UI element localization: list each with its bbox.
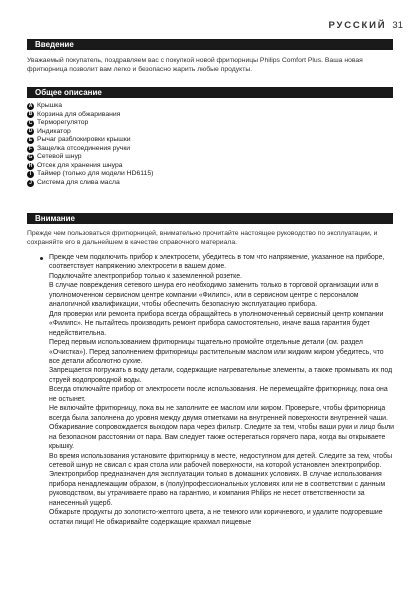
warning-paragraph: Для проверки или ремонта прибора всегда обращайтесь в уполномоченный сервисный центр компании «Филипс». Не пытайтесь производить ремонт прибора самостоятельно, иначе ваша гарантия будет недействительна.: [49, 310, 384, 337]
attention-intro-text: Прежде чем пользоваться фритюрницей, внимательно прочитайте настоящее руководство по эксплуатации, и сохраняйте его в дальнейшем в качестве справочного материала.: [27, 230, 378, 247]
warning-paragraph: Перед первым использованием фритюрницы тщательно промойте отдельные детали (см. раздел «Очистка»). Перед заполнением фритюрницы растительным маслом или жидким жиром убедитесь, что все детали абсолютно сухие.: [49, 339, 384, 365]
part-label: Система для слива масла: [37, 178, 120, 186]
letter-badge: G: [28, 154, 33, 161]
part-label: Крышка: [37, 102, 62, 109]
letter-badge: A: [28, 102, 33, 109]
warning-paragraph: Обжарьте продукты до золотисто-желтого цвета, а не темного или коричневого, и удалите подгоревшие остатки пищи! Не обжаривайте содержащие крахмал пищевые: [49, 509, 383, 526]
warning-paragraph: Во время использования установите фритюрницу в месте, недоступном для детей. Следите за тем, чтобы сетевой шнур не свисал с края стола или рабочей поверхности, на которой установлен электроприбор.: [49, 452, 393, 469]
parts-list-item: [27, 136, 393, 145]
warning-paragraph: Подключайте электроприбор только к заземленной розетке.: [49, 272, 242, 280]
warning-paragraph: Всегда отключайте прибор от электросети после использования. Не перемещайте фритюрницу, пока она не остынет.: [49, 386, 388, 403]
parts-list-item: [27, 153, 393, 162]
parts-list-item: [27, 111, 393, 120]
page-header: [329, 20, 403, 31]
warning-paragraph: Прежде чем подключить прибор к электросети, убедитесь в том что напряжение, указанное на приборе, соответствует напряжению электросети в вашем доме.: [49, 254, 385, 271]
page-number: 31: [392, 20, 403, 31]
part-label: Сетевой шнур: [37, 153, 82, 161]
warning-paragraph: Запрещается погружать в воду детали, содержащие нагревательные элементы, а также промывать их под струей водопроводной воды.: [49, 367, 393, 384]
language-label: РУССКИЙ: [328, 20, 387, 31]
letter-badge: H: [28, 162, 33, 169]
parts-list-item: [27, 145, 393, 154]
letter-badge: F: [28, 145, 33, 152]
letter-badge: E: [28, 136, 33, 143]
part-label: Индикатор: [37, 127, 71, 135]
parts-list-item: [27, 102, 393, 111]
part-label: Корзина для обжаривания: [37, 110, 121, 118]
letter-badge: I: [27, 171, 34, 178]
warning-paragraph: Не включайте фритюрницу, пока вы не заполните ее маслом или жиром. Проверьте, чтобы фритюрница всегда была заполнена до уровня между двумя отметками на внутренней поверхности внутренней чаши.: [49, 405, 388, 422]
part-label: Отсек для хранения шнура: [37, 161, 123, 169]
letter-badge: J: [27, 180, 34, 187]
parts-list-item: [27, 179, 393, 188]
part-label: Таймер (только для модели HD6115): [37, 170, 154, 178]
parts-list-item: [27, 170, 393, 179]
bullet-icon: [40, 257, 43, 260]
parts-list-item: [27, 128, 393, 137]
section-title-general: Общее описание: [27, 87, 393, 98]
letter-badge: B: [28, 111, 33, 118]
section-title-intro: Введение: [27, 39, 393, 50]
letter-badge: D: [28, 128, 33, 135]
part-label: Рычаг разблокировки крышки: [37, 136, 131, 144]
warning-paragraph: Обжаривание сопровождается выходом пара через фильтр. Следите за тем, чтобы ваши руки и лицо были на безопасном расстоянии от пара. Вам следует также остерегаться горячего пара, когда вы открываете крышку.: [49, 424, 394, 451]
warning-paragraph: Электроприбор предназначен для эксплуатации только в домашних условиях. В случае использования прибора ненадлежащим образом, в (полу)профессиональных условиях или не в соответствии с данным руководством, вы утрачиваете право на гарантию, и компания Philips не несет ответственности за нанесенный ущерб.: [49, 471, 386, 507]
part-label: Защелка отсоединения ручки: [37, 144, 131, 152]
part-label: Терморегулятор: [37, 119, 89, 127]
letter-badge: C: [28, 119, 33, 126]
warnings-block: [49, 253, 395, 527]
section-title-attention: Внимание: [27, 213, 393, 224]
intro-text: Уважаемый покупатель, поздравляем вас с покупкой новой фритюрницы Philips Comfort Plus. Ваша новая фритюрница позволит вам легко и безопасно жарить любые продукты.: [27, 57, 363, 74]
parts-list: [27, 102, 393, 187]
parts-list-item: [27, 119, 393, 128]
warning-paragraph: В случае повреждения сетевого шнура его необходимо заменить только в торговой организации или в уполномоченном сервисном центре компании «Филипс», или в сервисном центре с персоналом аналогичной квалификации, чтобы обеспечить безопасную эксплуатацию прибора.: [49, 282, 379, 309]
